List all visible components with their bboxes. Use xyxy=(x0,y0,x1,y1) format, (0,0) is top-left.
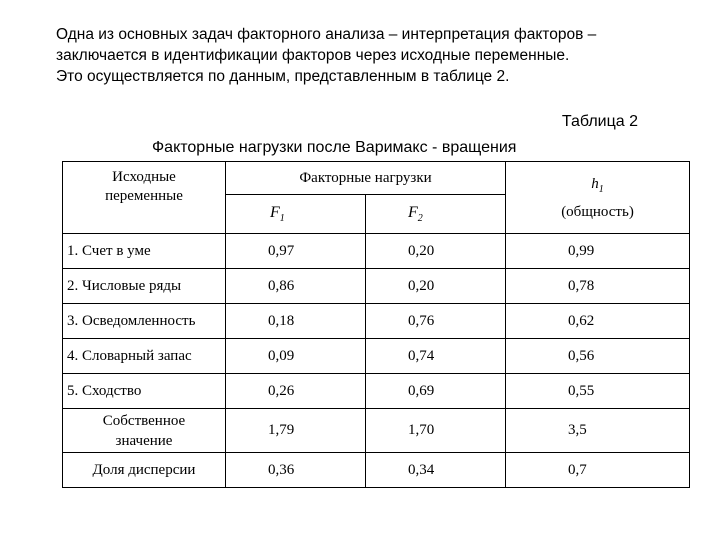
eigenvalue-label-line1: Собственное xyxy=(102,412,186,429)
table-header-row xyxy=(63,162,690,195)
row-name: 5. Сходство xyxy=(63,374,226,409)
header-variables-line2: переменные xyxy=(105,188,183,204)
header-h-symbol: h xyxy=(591,175,599,192)
row-name: 2. Числовые ряды xyxy=(63,269,226,304)
row-f1: 0,18 xyxy=(226,304,366,339)
table-title: Факторные нагрузки после Варимакс - вращения xyxy=(152,139,517,156)
variance-row xyxy=(63,453,690,488)
variance-h: 0,7 xyxy=(506,453,690,488)
table-label: Таблица 2 xyxy=(561,113,638,130)
header-variables-line1: Исходные xyxy=(112,169,176,185)
header-h-caption: (общность) xyxy=(561,203,634,220)
eigenvalue-f2: 1,70 xyxy=(366,409,506,453)
row-f1: 0,09 xyxy=(226,339,366,374)
variance-f1: 0,36 xyxy=(226,453,366,488)
table-row xyxy=(63,304,690,339)
header-f2-symbol: F xyxy=(408,203,418,221)
header-f2 xyxy=(366,195,506,234)
row-f2: 0,20 xyxy=(366,234,506,269)
header-f1-subscript: 1 xyxy=(279,213,285,225)
intro-line-2: заключается в идентификации факторов через исходные переменные. xyxy=(56,47,570,64)
header-f1-symbol: F xyxy=(270,203,280,221)
table-row xyxy=(63,374,690,409)
row-f2: 0,74 xyxy=(366,339,506,374)
eigenvalue-label-line2: значение xyxy=(115,432,173,449)
row-h: 0,99 xyxy=(506,234,690,269)
row-name: 3. Осведомленность xyxy=(63,304,226,339)
row-f1: 0,86 xyxy=(226,269,366,304)
header-variables xyxy=(63,162,226,234)
row-name: 1. Счет в уме xyxy=(63,234,226,269)
eigenvalue-h: 3,5 xyxy=(506,409,690,453)
header-loadings: Факторные нагрузки xyxy=(226,162,506,195)
intro-line-3: Это осуществляется по данным, представленным в таблице 2. xyxy=(56,68,510,85)
row-h: 0,78 xyxy=(506,269,690,304)
header-communality xyxy=(506,162,690,234)
intro-paragraph xyxy=(56,24,696,87)
table-row xyxy=(63,339,690,374)
factor-loadings-table xyxy=(62,161,690,488)
row-f2: 0,69 xyxy=(366,374,506,409)
eigenvalue-label xyxy=(63,409,226,453)
row-f2: 0,76 xyxy=(366,304,506,339)
eigenvalue-f1: 1,79 xyxy=(226,409,366,453)
header-f1 xyxy=(226,195,366,234)
header-f2-subscript: 2 xyxy=(417,213,423,225)
variance-f2: 0,34 xyxy=(366,453,506,488)
variance-label: Доля дисперсии xyxy=(63,453,226,488)
eigenvalue-row xyxy=(63,409,690,453)
table-row xyxy=(63,234,690,269)
intro-line-1: Одна из основных задач факторного анализа – интерпретация факторов – xyxy=(56,26,597,43)
row-h: 0,55 xyxy=(506,374,690,409)
row-f1: 0,97 xyxy=(226,234,366,269)
table-row xyxy=(63,269,690,304)
row-f2: 0,20 xyxy=(366,269,506,304)
header-h-subscript: 1 xyxy=(598,183,604,195)
row-f1: 0,26 xyxy=(226,374,366,409)
row-name: 4. Словарный запас xyxy=(63,339,226,374)
row-h: 0,56 xyxy=(506,339,690,374)
row-h: 0,62 xyxy=(506,304,690,339)
